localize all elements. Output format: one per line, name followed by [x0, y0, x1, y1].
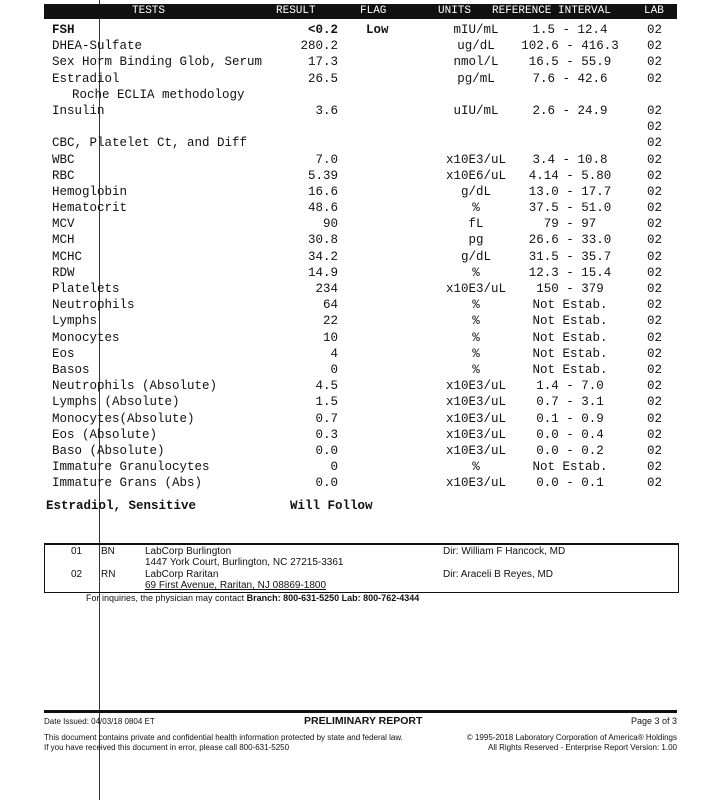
lab-code: 02	[647, 282, 663, 296]
lab-code: 02	[647, 23, 663, 37]
units-value: x10E3/uL	[445, 411, 506, 426]
lab-code: 02	[647, 298, 663, 313]
reference-interval: 0.1 - 0.9	[536, 411, 604, 426]
table-row	[0, 119, 715, 135]
reference-interval: 26.6 - 33.0	[528, 233, 612, 248]
lab-code: 02	[647, 460, 663, 475]
reference-interval: 79 - 97	[543, 217, 597, 232]
reference-interval: 13.0 - 17.7	[528, 184, 612, 199]
units-value: %	[472, 346, 480, 361]
lab-code: BN	[101, 546, 115, 557]
table-row	[0, 281, 715, 297]
table-row	[0, 152, 715, 168]
result-value: 234	[315, 282, 338, 296]
test-name: RBC	[52, 168, 75, 183]
result-value: 22	[322, 314, 338, 329]
lab-code: 02	[647, 411, 663, 426]
lab-code: 02	[647, 71, 663, 86]
results-table	[0, 22, 715, 491]
table-row	[0, 394, 715, 410]
test-name: Estradiol	[52, 71, 120, 86]
test-name: Immature Grans (Abs)	[52, 476, 203, 491]
table-row	[0, 184, 715, 200]
units-value: pg	[468, 233, 484, 248]
units-value: g/dL	[460, 184, 491, 199]
units-value: %	[472, 201, 480, 216]
result-value: 64	[322, 298, 338, 313]
header-flag: FLAG	[360, 5, 387, 17]
result-value: 48.6	[307, 201, 338, 216]
reference-interval: 0.0 - 0.2	[536, 443, 604, 458]
reference-interval: 7.6 - 42.6	[532, 71, 608, 86]
result-value: 5.39	[307, 168, 338, 183]
result-value: 26.5	[307, 71, 338, 86]
units-value: g/dL	[460, 249, 491, 264]
result-value: 1.5	[315, 395, 338, 410]
result-value: 0.0	[315, 476, 338, 491]
result-value: 17.3	[307, 55, 338, 70]
header-reference: REFERENCE INTERVAL	[492, 5, 611, 17]
result-value: 10	[322, 330, 338, 345]
table-row	[0, 54, 715, 70]
lab-address: 1447 York Court, Burlington, NC 27215-3361	[145, 557, 344, 568]
header-units: UNITS	[438, 5, 472, 17]
units-value: x10E3/uL	[445, 282, 506, 296]
result-value: 0	[330, 460, 338, 475]
table-row	[0, 71, 715, 87]
test-name: Insulin	[52, 103, 105, 118]
lab-code: 02	[647, 314, 663, 329]
test-name: Basos	[52, 362, 90, 377]
reference-interval: 102.6 - 416.3	[521, 39, 619, 54]
test-name: FSH	[52, 23, 75, 37]
flag-value: Low	[366, 23, 389, 37]
table-row	[0, 346, 715, 362]
reference-interval: 1.4 - 7.0	[536, 379, 604, 394]
units-value: x10E3/uL	[445, 379, 506, 394]
confidential-notice: This document contains private and confidential health information protected by state and federal law.	[44, 733, 403, 742]
result-value: 0	[330, 362, 338, 377]
test-name: Baso (Absolute)	[52, 443, 165, 458]
lab-code: 02	[647, 39, 663, 54]
units-value: %	[472, 265, 480, 280]
lab-code: 02	[647, 184, 663, 199]
lab-code: 02	[647, 427, 663, 442]
result-value: 3.6	[315, 103, 338, 118]
table-row	[0, 249, 715, 265]
table-row	[0, 362, 715, 378]
results-table-header	[44, 4, 677, 19]
lab-director: Dir: William F Hancock, MD	[443, 546, 566, 557]
result-value: 280.2	[300, 39, 338, 54]
table-row	[0, 87, 715, 103]
table-row	[0, 200, 715, 216]
reference-interval: 0.0 - 0.4	[536, 427, 604, 442]
test-name: DHEA-Sulfate	[52, 39, 143, 54]
table-row	[0, 22, 715, 38]
units-value: %	[472, 298, 480, 313]
test-name: Lymphs (Absolute)	[52, 395, 180, 410]
test-name: Neutrophils	[52, 298, 135, 313]
estradiol-sensitive-test: Estradiol, Sensitive	[46, 499, 197, 513]
units-value: x10E3/uL	[445, 395, 506, 410]
test-name: MCHC	[52, 249, 83, 264]
test-name: Platelets	[52, 282, 120, 296]
report-status: PRELIMINARY REPORT	[304, 715, 423, 727]
units-value: x10E3/uL	[445, 443, 506, 458]
reference-interval: 1.5 - 12.4	[532, 23, 608, 37]
table-row	[0, 443, 715, 459]
lab-code: 02	[647, 362, 663, 377]
reference-interval: Not Estab.	[532, 346, 608, 361]
test-name: Monocytes	[52, 330, 120, 345]
reference-interval: Not Estab.	[532, 460, 608, 475]
lab-code: 02	[647, 120, 663, 135]
result-value: 30.8	[307, 233, 338, 248]
units-value: pg/mL	[457, 71, 495, 86]
header-tests: TESTS	[132, 5, 166, 17]
reference-interval: Not Estab.	[532, 362, 608, 377]
error-notice: If you have received this document in error, please call 800-631-5250	[44, 743, 290, 752]
units-value: x10E3/uL	[445, 152, 506, 167]
reference-interval: 4.14 - 5.80	[528, 168, 612, 183]
table-row	[0, 135, 715, 151]
lab-address: 69 First Avenue, Raritan, NJ 08869-1800	[145, 580, 327, 591]
header-lab: LAB	[644, 5, 664, 17]
result-value: 90	[322, 217, 338, 232]
units-value: x10E6/uL	[445, 168, 506, 183]
test-name: RDW	[52, 265, 75, 280]
table-row	[0, 232, 715, 248]
table-row	[0, 459, 715, 475]
lab-name: LabCorp Raritan	[145, 569, 219, 580]
result-value: 7.0	[315, 152, 338, 167]
reference-interval: 3.4 - 10.8	[532, 152, 608, 167]
page-number: Page 3 of 3	[630, 716, 677, 726]
table-row	[0, 313, 715, 329]
lab-code: 02	[647, 249, 663, 264]
lab-code: 02	[647, 476, 663, 491]
units-value: nmol/L	[453, 55, 499, 70]
reference-interval: 12.3 - 15.4	[528, 265, 612, 280]
units-value: uIU/mL	[453, 103, 499, 118]
result-value: 34.2	[307, 249, 338, 264]
lab-code: 02	[647, 233, 663, 248]
estradiol-sensitive-row	[46, 499, 373, 513]
test-name: Lymphs	[52, 314, 98, 329]
units-value: fL	[468, 217, 484, 232]
lab-num: 01	[71, 546, 83, 557]
test-name: CBC, Platelet Ct, and Diff	[52, 136, 248, 151]
table-row	[0, 378, 715, 394]
table-row	[0, 475, 715, 491]
inquiry-note	[86, 593, 419, 603]
lab-name: LabCorp Burlington	[145, 546, 232, 557]
result-value: 14.9	[307, 265, 338, 280]
lab-num: 02	[71, 569, 83, 580]
test-name: Roche ECLIA methodology	[72, 87, 245, 102]
lab-code: 02	[647, 330, 663, 345]
test-name: MCV	[52, 217, 75, 232]
lab-code: RN	[101, 569, 116, 580]
units-value: %	[472, 330, 480, 345]
units-value: mIU/mL	[453, 23, 499, 37]
reference-interval: 31.5 - 35.7	[528, 249, 612, 264]
result-value: 0.0	[315, 443, 338, 458]
result-value: 0.3	[315, 427, 338, 442]
lab-code: 02	[647, 379, 663, 394]
table-row	[0, 265, 715, 281]
result-value: 0.7	[315, 411, 338, 426]
table-row	[0, 330, 715, 346]
test-name: WBC	[52, 152, 75, 167]
estradiol-sensitive-result: Will Follow	[290, 499, 373, 513]
test-name: Monocytes(Absolute)	[52, 411, 195, 426]
units-value: ug/dL	[457, 39, 495, 54]
reference-interval: 2.6 - 24.9	[532, 103, 608, 118]
table-row	[0, 216, 715, 232]
units-value: %	[472, 362, 480, 377]
units-value: x10E3/uL	[445, 476, 506, 491]
table-row	[0, 411, 715, 427]
footer-divider	[44, 710, 677, 713]
reference-interval: Not Estab.	[532, 314, 608, 329]
lab-code: 02	[647, 217, 663, 232]
test-name: Eos (Absolute)	[52, 427, 158, 442]
lab-code: 02	[647, 152, 663, 167]
reference-interval: 16.5 - 55.9	[528, 55, 612, 70]
lab-code: 02	[647, 346, 663, 361]
inquiry-lab: Lab: 800-762-4344	[341, 593, 420, 603]
result-value: 4.5	[315, 379, 338, 394]
lab-code: 02	[647, 103, 663, 118]
reference-interval: 0.0 - 0.1	[536, 476, 604, 491]
lab-director: Dir: Araceli B Reyes, MD	[443, 569, 554, 580]
lab-info-box	[44, 543, 679, 593]
lab-code: 02	[647, 55, 663, 70]
table-row	[0, 427, 715, 443]
lab-code: 02	[647, 395, 663, 410]
copyright: © 1995-2018 Laboratory Corporation of America® Holdings	[466, 733, 677, 742]
units-value: x10E3/uL	[445, 427, 506, 442]
test-name: Eos	[52, 346, 75, 361]
reference-interval: 0.7 - 3.1	[536, 395, 604, 410]
table-row	[0, 38, 715, 54]
table-row	[0, 297, 715, 313]
units-value: %	[472, 460, 480, 475]
date-issued: Date Issued: 04/03/18 0804 ET	[44, 717, 155, 726]
test-name: Hemoglobin	[52, 184, 128, 199]
reference-interval: 150 - 379	[536, 282, 604, 296]
test-name: Hematocrit	[52, 201, 128, 216]
lab-code: 02	[647, 443, 663, 458]
result-value: <0.2	[307, 23, 338, 37]
rights-reserved: All Rights Reserved - Enterprise Report Version: 1.00	[488, 743, 677, 752]
table-row	[0, 168, 715, 184]
result-value: 16.6	[307, 184, 338, 199]
lab-code: 02	[647, 201, 663, 216]
lab-code: 02	[647, 265, 663, 280]
inquiry-branch: Branch: 800-631-5250	[246, 593, 340, 603]
table-row	[0, 103, 715, 119]
test-name: Immature Granulocytes	[52, 460, 210, 475]
lab-code: 02	[647, 168, 663, 183]
reference-interval: 37.5 - 51.0	[528, 201, 612, 216]
test-name: Neutrophils (Absolute)	[52, 379, 218, 394]
result-value: 4	[330, 346, 338, 361]
inquiry-text: For inquiries, the physician may contact	[86, 593, 245, 603]
test-name: MCH	[52, 233, 75, 248]
lab-code: 02	[647, 136, 663, 151]
test-name: Sex Horm Binding Glob, Serum	[52, 55, 263, 70]
header-result: RESULT	[276, 5, 316, 17]
reference-interval: Not Estab.	[532, 330, 608, 345]
reference-interval: Not Estab.	[532, 298, 608, 313]
units-value: %	[472, 314, 480, 329]
